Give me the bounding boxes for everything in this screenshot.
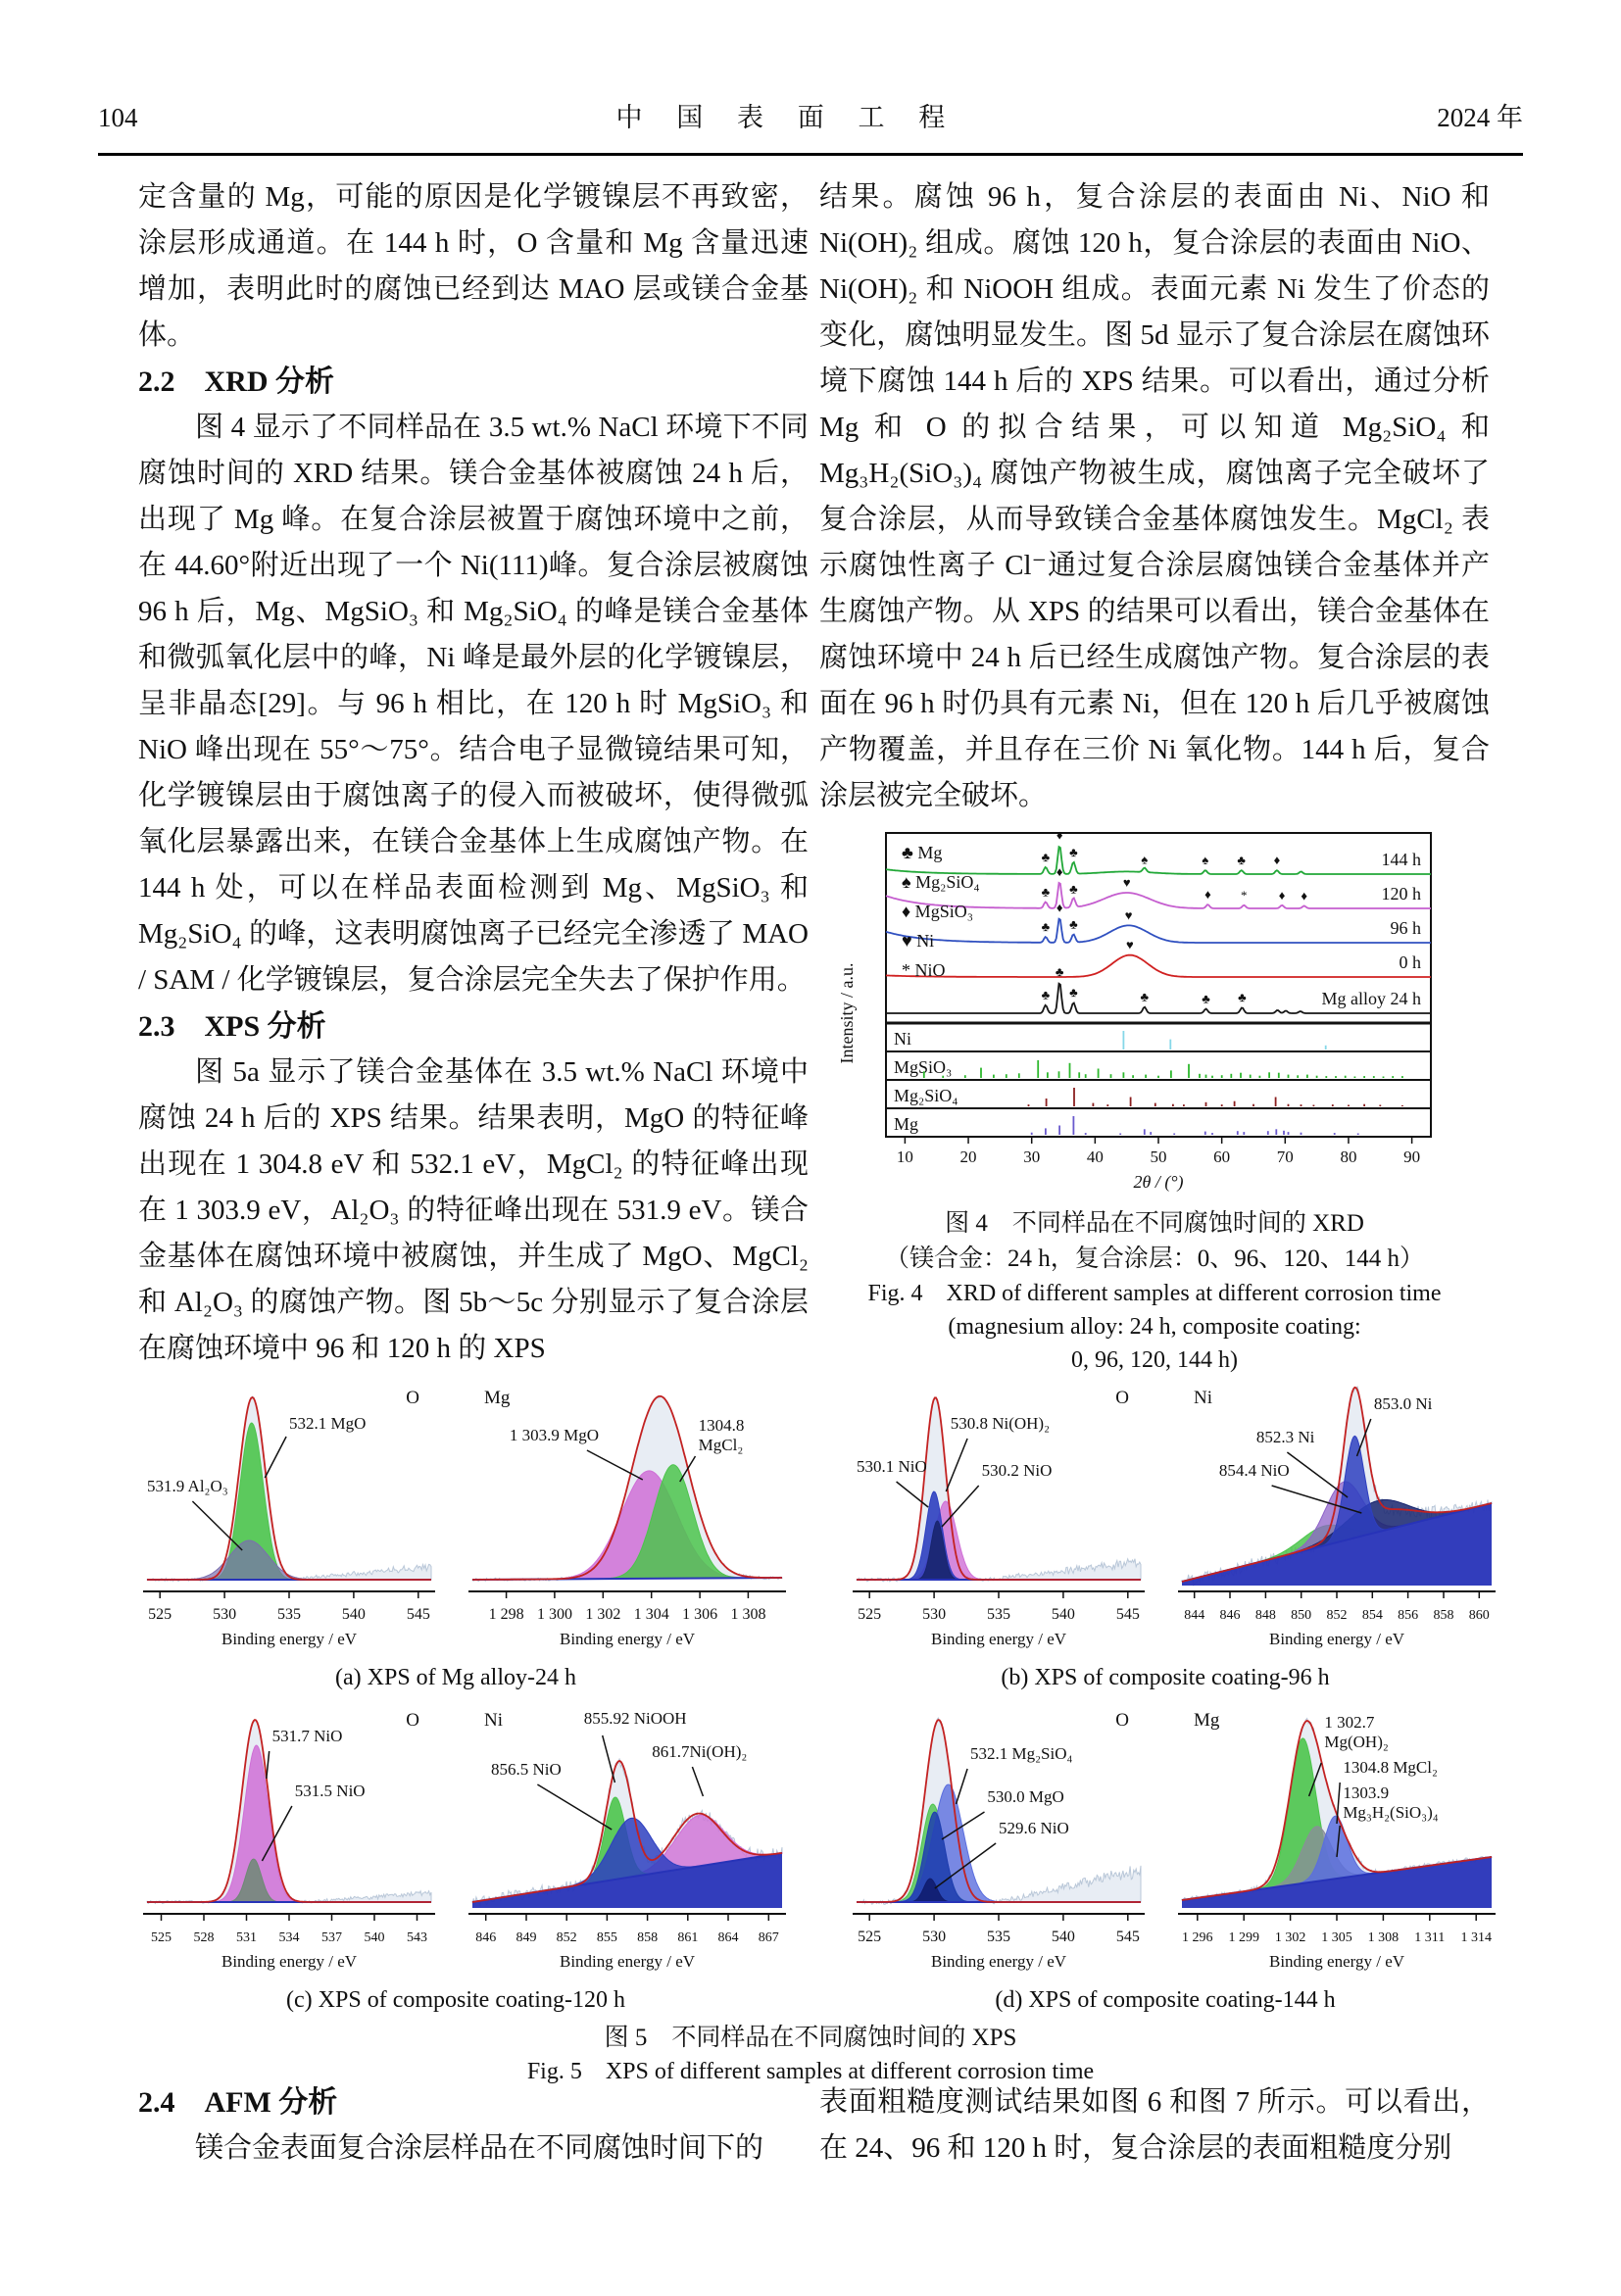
figure5-caption-c: (c) XPS of composite coating-120 h xyxy=(286,1987,625,2013)
svg-text:846: 846 xyxy=(1219,1608,1241,1623)
svg-text:♥: ♥ xyxy=(1122,875,1131,890)
svg-text:♣: ♣ xyxy=(1069,881,1078,897)
svg-text:531.5 NiO: 531.5 NiO xyxy=(294,1782,366,1800)
page-number: 104 xyxy=(98,103,138,132)
svg-text:534: 534 xyxy=(278,1930,300,1945)
xps-chart-d xyxy=(827,1696,1503,1980)
svg-text:Intensity / a.u.: Intensity / a.u. xyxy=(837,962,857,1064)
section-heading-2-4: 2.4 AFM 分析 xyxy=(138,2086,338,2119)
svg-text:96 h: 96 h xyxy=(1390,918,1421,938)
svg-text:* NiO: * NiO xyxy=(902,960,946,980)
xps-chart-b xyxy=(827,1374,1503,1658)
figure4-caption-en-1: Fig. 4 XRD of different samples at different corrosion time xyxy=(867,1281,1442,1306)
paragraph-xrd-analysis: 图 4 显示了不同样品在 3.5 wt.% NaCl 环境下不同腐蚀时间的 XRD 结果。镁合金基体被腐蚀 24 h 后，出现了 Mg 峰。在复合涂层被置于腐蚀环境中之前，在 44.60°附近出现了一个 Ni(111)峰。复合涂层被腐蚀 96 h 后，Mg、MgSiO₃ 和 Mg₂SiO₄ 的峰是镁合金基体和微弧氧化层中的峰，Ni 峰是最外层的化学镀镍层，呈非晶态[29]。与 96 h 相比，在 120 h 时 MgSiO₃ 和 NiO 峰出现在 55°～75°。结合电子显微镜结果可知，化学镀镍层由于腐蚀离子的侵入而被破坏，使得微弧氧化层暴露出来，在镁合金基体上生成腐蚀产物。在 144 h 处，可以在样品表面检测到 Mg、MgSiO₃ 和 Mg₂SiO₄ 的峰，这表明腐蚀离子已经完全渗透了 MAO / SAM / 化学镀镍层，复合涂层完全失去了保护作用。 xyxy=(138,412,809,996)
svg-text:537: 537 xyxy=(321,1930,342,1945)
svg-text:♦: ♦ xyxy=(1273,853,1281,868)
svg-text:848: 848 xyxy=(1254,1608,1276,1623)
svg-text:♣: ♣ xyxy=(1069,844,1078,859)
svg-text:545: 545 xyxy=(1115,1929,1140,1945)
svg-text:1304.8: 1304.8 xyxy=(698,1416,745,1435)
paragraph-afm-right: 表面粗糙度测试结果如图 6 和图 7 所示。可以看出，在 24、96 和 120 h 时，复合涂层的表面粗糙度分别 xyxy=(819,2086,1490,2164)
svg-text:♣: ♣ xyxy=(1041,987,1051,1002)
svg-text:♦: ♦ xyxy=(1056,827,1063,843)
svg-text:855.92 NiOOH: 855.92 NiOOH xyxy=(583,1709,687,1728)
svg-text:Binding energy / eV: Binding energy / eV xyxy=(1268,1952,1405,1971)
svg-text:Binding energy / eV: Binding energy / eV xyxy=(930,1952,1067,1971)
svg-text:525: 525 xyxy=(858,1606,882,1623)
svg-text:Ni: Ni xyxy=(1194,1388,1212,1408)
page-header xyxy=(98,96,1523,134)
xrd-chart xyxy=(837,827,1445,1192)
svg-text:♦ MgSiO₃: ♦ MgSiO₃ xyxy=(902,902,973,921)
svg-text:♥: ♥ xyxy=(1124,907,1133,923)
svg-text:532.1 Mg₂SiO₄: 532.1 Mg₂SiO₄ xyxy=(970,1744,1073,1763)
svg-text:Mg: Mg xyxy=(894,1114,919,1134)
svg-text:1304.8 MgCl₂: 1304.8 MgCl₂ xyxy=(1343,1758,1438,1777)
svg-text:40: 40 xyxy=(1086,1148,1104,1166)
svg-text:70: 70 xyxy=(1276,1148,1294,1166)
svg-text:♦: ♦ xyxy=(1056,900,1063,915)
svg-text:♣: ♣ xyxy=(1140,989,1150,1004)
figure4-caption-cn-2: （镁合金：24 h，复合涂层：0、96、120、144 h） xyxy=(884,1246,1424,1272)
section-heading-2-3: 2.3 XPS 分析 xyxy=(138,1010,326,1043)
svg-text:O: O xyxy=(406,1388,419,1408)
section-heading-2-2: 2.2 XRD 分析 xyxy=(138,366,334,398)
svg-text:864: 864 xyxy=(717,1930,739,1945)
svg-text:Mg(OH)₂: Mg(OH)₂ xyxy=(1324,1733,1389,1751)
svg-text:90: 90 xyxy=(1403,1148,1421,1166)
figure4-caption-en-2: (magnesium alloy: 24 h, composite coating: xyxy=(948,1314,1361,1340)
figure5-panel-a xyxy=(118,1374,794,1692)
svg-text:846: 846 xyxy=(475,1930,497,1945)
figure5 xyxy=(118,1374,1503,2087)
bottom-right-column xyxy=(819,2079,1490,2172)
svg-text:O: O xyxy=(1115,1388,1129,1408)
journal-title: 中 国 表 面 工 程 xyxy=(615,103,959,132)
svg-text:1 299: 1 299 xyxy=(1228,1930,1259,1945)
svg-text:♠: ♠ xyxy=(1202,853,1209,868)
paragraph-right-continuation: 结果。腐蚀 96 h，复合涂层的表面由 Ni、NiO 和 Ni(OH)₂ 组成。腐蚀 120 h，复合涂层的表面由 NiO、Ni(OH)₂ 和 NiOOH 组成。表面元素 Ni 发生了价态的变化，腐蚀明显发生。图 5d 显示了复合涂层在腐蚀环境下腐蚀 144 h 后的 XPS 结果。可以看出，通过分析 Mg 和 O 的拟合结果，可以知道 Mg₂SiO₄ 和 Mg₃H₂(SiO₃)₄ 腐蚀产物被生成，腐蚀离子完全破坏了复合涂层，从而导致镁合金基体腐蚀发生。MgCl₂ 表示腐蚀性离子 Cl⁻通过复合涂层腐蚀镁合金基体并产生腐蚀产物。从 XPS 的结果可以看出，镁合金基体在腐蚀环境中 24 h 后已经生成腐蚀产物。复合涂层的表面在 96 h 时仍具有元素 Ni，但在 120 h 后几乎被腐蚀产物覆盖，并且存在三价 Ni 氧化物。144 h 后，复合涂层被完全破坏。 xyxy=(819,181,1490,811)
svg-text:10: 10 xyxy=(896,1148,913,1166)
svg-text:♣: ♣ xyxy=(1069,916,1078,932)
svg-text:Binding energy / eV: Binding energy / eV xyxy=(1268,1630,1405,1648)
svg-text:530.2 NiO: 530.2 NiO xyxy=(981,1461,1053,1480)
svg-text:852: 852 xyxy=(556,1930,577,1945)
svg-text:856: 856 xyxy=(1398,1608,1419,1623)
svg-text:531.9 Al₂O₃: 531.9 Al₂O₃ xyxy=(147,1477,228,1495)
svg-text:♦: ♦ xyxy=(1204,887,1211,903)
svg-text:♣: ♣ xyxy=(1202,991,1210,1006)
svg-text:854: 854 xyxy=(1361,1608,1383,1623)
right-column xyxy=(819,174,1490,1377)
svg-text:852: 852 xyxy=(1326,1608,1348,1623)
svg-text:1 305: 1 305 xyxy=(1321,1930,1352,1945)
svg-text:0 h: 0 h xyxy=(1399,953,1421,972)
svg-text:1 302: 1 302 xyxy=(585,1606,621,1623)
svg-text:1 314: 1 314 xyxy=(1460,1930,1492,1945)
svg-text:♣: ♣ xyxy=(1041,849,1051,864)
svg-text:1 306: 1 306 xyxy=(682,1606,718,1623)
left-column xyxy=(138,174,809,1372)
svg-text:528: 528 xyxy=(193,1930,215,1945)
svg-text:144 h: 144 h xyxy=(1381,850,1421,869)
svg-text:530.0 MgO: 530.0 MgO xyxy=(987,1787,1064,1806)
svg-text:540: 540 xyxy=(341,1606,366,1623)
figure5-panel-d xyxy=(827,1696,1503,2015)
svg-text:Binding energy / eV: Binding energy / eV xyxy=(559,1952,696,1971)
svg-text:850: 850 xyxy=(1291,1608,1312,1623)
svg-text:♦: ♦ xyxy=(1056,863,1063,879)
svg-text:530.8 Ni(OH)₂: 530.8 Ni(OH)₂ xyxy=(950,1414,1051,1433)
svg-text:1 298: 1 298 xyxy=(488,1606,524,1623)
xps-chart-c xyxy=(118,1696,794,1980)
svg-text:844: 844 xyxy=(1184,1608,1205,1623)
svg-text:♣: ♣ xyxy=(1041,884,1051,900)
figure5-caption-en: Fig. 5 XPS of different samples at different corrosion time xyxy=(526,2059,1095,2084)
svg-text:♦: ♦ xyxy=(1301,888,1308,904)
svg-text:♣: ♣ xyxy=(1069,985,1078,1001)
svg-text:530: 530 xyxy=(213,1606,237,1623)
figure5-panel-b xyxy=(827,1374,1503,1692)
figure5-caption-a: (a) XPS of Mg alloy-24 h xyxy=(335,1665,576,1690)
svg-text:*: * xyxy=(1241,887,1248,903)
svg-text:1 303.9 MgO: 1 303.9 MgO xyxy=(509,1426,600,1444)
svg-text:♠ Mg₂SiO₄: ♠ Mg₂SiO₄ xyxy=(902,872,980,892)
svg-text:30: 30 xyxy=(1023,1148,1041,1166)
svg-text:♦: ♦ xyxy=(1278,887,1286,903)
svg-text:540: 540 xyxy=(1051,1606,1075,1623)
svg-text:♠: ♠ xyxy=(1141,852,1149,867)
svg-text:535: 535 xyxy=(987,1929,1010,1945)
svg-text:Binding energy / eV: Binding energy / eV xyxy=(221,1630,358,1648)
svg-text:1303.9: 1303.9 xyxy=(1343,1783,1390,1802)
svg-text:1 308: 1 308 xyxy=(1367,1930,1400,1945)
svg-text:861.7Ni(OH)₂: 861.7Ni(OH)₂ xyxy=(652,1742,748,1761)
svg-text:♣: ♣ xyxy=(1041,919,1051,935)
svg-text:Binding energy / eV: Binding energy / eV xyxy=(930,1630,1067,1648)
svg-text:535: 535 xyxy=(277,1606,301,1623)
svg-text:1 300: 1 300 xyxy=(536,1606,572,1623)
svg-text:525: 525 xyxy=(148,1606,172,1623)
svg-text:858: 858 xyxy=(637,1930,659,1945)
svg-text:Binding energy / eV: Binding energy / eV xyxy=(221,1952,358,1971)
svg-text:♣: ♣ xyxy=(1238,990,1247,1005)
svg-text:O: O xyxy=(406,1710,419,1731)
svg-text:854.4 NiO: 854.4 NiO xyxy=(1218,1461,1290,1480)
svg-text:531: 531 xyxy=(236,1930,257,1945)
svg-text:545: 545 xyxy=(406,1606,430,1623)
svg-text:Mg: Mg xyxy=(484,1388,511,1408)
figure5-caption-cn: 图 5 不同样品在不同腐蚀时间的 XPS xyxy=(604,2025,1017,2051)
svg-text:Mg₃H₂(SiO₃)₄: Mg₃H₂(SiO₃)₄ xyxy=(1343,1803,1439,1822)
svg-text:1 304: 1 304 xyxy=(633,1606,669,1623)
svg-text:853.0 Ni: 853.0 Ni xyxy=(1373,1394,1433,1413)
svg-text:852.3 Ni: 852.3 Ni xyxy=(1255,1428,1315,1446)
svg-text:532.1 MgO: 532.1 MgO xyxy=(289,1414,367,1433)
svg-text:♣: ♣ xyxy=(1055,964,1064,979)
svg-text:858: 858 xyxy=(1433,1608,1454,1623)
svg-text:1 296: 1 296 xyxy=(1182,1930,1213,1945)
figure4 xyxy=(819,827,1490,1377)
svg-text:543: 543 xyxy=(407,1930,427,1945)
svg-text:867: 867 xyxy=(758,1930,779,1945)
svg-text:535: 535 xyxy=(987,1606,1010,1623)
svg-text:530: 530 xyxy=(922,1929,947,1945)
paragraph-left-continuation: 定含量的 Mg，可能的原因是化学镀镍层不再致密，涂层形成通道。在 144 h 时，O 含量和 Mg 含量迅速增加，表明此时的腐蚀已经到达 MAO 层或镁合金基体。 xyxy=(138,181,809,351)
svg-text:Mg₂SiO₄: Mg₂SiO₄ xyxy=(894,1086,958,1105)
svg-text:O: O xyxy=(1115,1710,1129,1731)
svg-text:531.7 NiO: 531.7 NiO xyxy=(271,1727,343,1745)
figure5-caption-d: (d) XPS of composite coating-144 h xyxy=(995,1987,1336,2013)
svg-text:540: 540 xyxy=(364,1930,385,1945)
figure4-caption-en-3: 0, 96, 120, 144 h) xyxy=(1071,1347,1238,1373)
svg-text:545: 545 xyxy=(1115,1606,1140,1623)
svg-text:♥ Ni: ♥ Ni xyxy=(902,931,935,951)
svg-text:1 302.7: 1 302.7 xyxy=(1324,1713,1375,1732)
bottom-left-column xyxy=(138,2079,809,2172)
svg-text:856.5 NiO: 856.5 NiO xyxy=(490,1760,562,1779)
paragraph-afm-left: 镁合金表面复合涂层样品在不同腐蚀时间下的 xyxy=(195,2132,764,2164)
svg-text:861: 861 xyxy=(677,1930,699,1945)
svg-text:849: 849 xyxy=(516,1930,537,1945)
svg-text:120 h: 120 h xyxy=(1381,884,1421,904)
svg-text:20: 20 xyxy=(959,1148,977,1166)
svg-text:Mg: Mg xyxy=(1194,1710,1220,1731)
svg-text:2θ / (°): 2θ / (°) xyxy=(1133,1172,1184,1192)
figure4-caption-cn-1: 图 4 不同样品在不同腐蚀时间的 XRD xyxy=(945,1210,1364,1237)
svg-text:MgSiO₃: MgSiO₃ xyxy=(894,1057,953,1077)
svg-text:530.1 NiO: 530.1 NiO xyxy=(857,1457,927,1476)
svg-text:1 302: 1 302 xyxy=(1274,1930,1306,1945)
svg-text:♥: ♥ xyxy=(1126,937,1134,953)
svg-text:1 311: 1 311 xyxy=(1414,1930,1446,1945)
svg-text:♣ Mg: ♣ Mg xyxy=(902,843,943,862)
svg-text:525: 525 xyxy=(858,1929,882,1945)
xps-chart-a xyxy=(118,1374,794,1658)
svg-text:♣: ♣ xyxy=(1237,853,1246,868)
svg-text:529.6 NiO: 529.6 NiO xyxy=(999,1819,1069,1837)
svg-text:860: 860 xyxy=(1468,1608,1490,1623)
svg-text:Binding energy / eV: Binding energy / eV xyxy=(559,1630,696,1648)
svg-text:Mg alloy 24 h: Mg alloy 24 h xyxy=(1321,989,1421,1008)
svg-text:525: 525 xyxy=(151,1930,172,1945)
svg-text:50: 50 xyxy=(1150,1148,1167,1166)
header-rule xyxy=(98,153,1523,156)
paragraph-xps-analysis: 图 5a 显示了镁合金基体在 3.5 wt.% NaCl 环境中腐蚀 24 h 后的 XPS 结果。结果表明，MgO 的特征峰出现在 1 304.8 eV 和 532.1 eV，MgCl₂ 的特征峰出现在 1 303.9 eV，Al₂O₃ 的特征峰出现在 531.9 eV。镁合金基体在腐蚀环境中被腐蚀，并生成了 MgO、MgCl₂ 和 Al₂O₃ 的腐蚀产物。图 5b～5c 分别显示了复合涂层在腐蚀环境中 96 和 120 h 的 XPS xyxy=(138,1056,809,1364)
svg-text:60: 60 xyxy=(1213,1148,1231,1166)
figure5-caption-b: (b) XPS of composite coating-96 h xyxy=(1001,1665,1330,1690)
svg-text:540: 540 xyxy=(1051,1929,1075,1945)
year-label: 2024 年 xyxy=(1437,103,1523,132)
svg-text:530: 530 xyxy=(922,1606,947,1623)
svg-text:Ni: Ni xyxy=(894,1029,911,1049)
svg-text:80: 80 xyxy=(1340,1148,1357,1166)
svg-text:Ni: Ni xyxy=(484,1710,503,1731)
svg-text:MgCl₂: MgCl₂ xyxy=(698,1436,744,1454)
svg-text:855: 855 xyxy=(596,1930,617,1945)
figure5-panel-c xyxy=(118,1696,794,2015)
svg-text:1 308: 1 308 xyxy=(730,1606,766,1623)
